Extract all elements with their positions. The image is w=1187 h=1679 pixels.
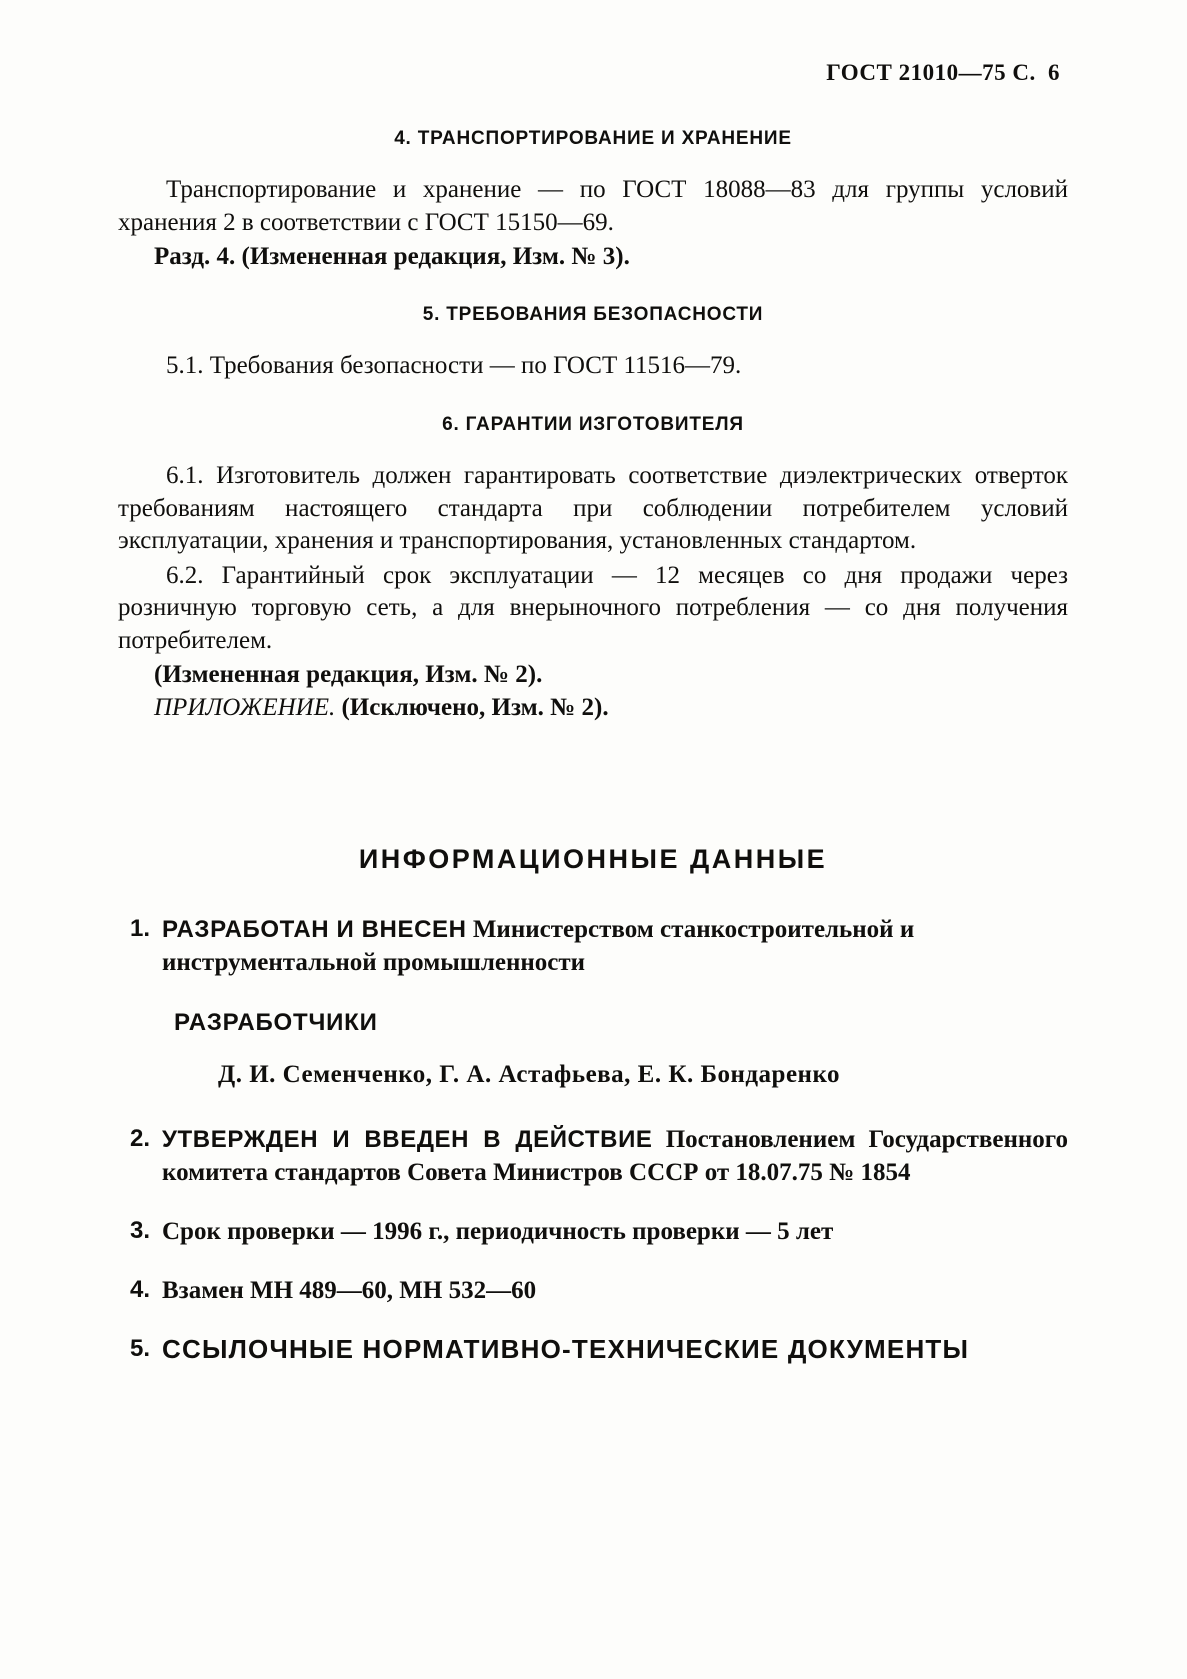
info-item-label: УТВЕРЖДЕН И ВВЕДЕН В ДЕЙСТВИЕ	[162, 1126, 653, 1153]
info-item-body	[162, 1274, 1068, 1307]
info-item-label: РАЗРАБОТАН И ВНЕСЕН	[162, 916, 467, 943]
section-heading-6: 6. ГАРАНТИИ ИЗГОТОВИТЕЛЯ	[442, 414, 744, 435]
spacer-large	[118, 724, 1068, 844]
spacer	[118, 274, 1068, 304]
info-item-number: 2.	[129, 1125, 150, 1152]
info-item-2	[118, 1123, 1068, 1189]
info-item-3	[118, 1215, 1068, 1248]
information-data-title: ИНФОРМАЦИОННЫЕ ДАННЫЕ	[358, 844, 828, 874]
info-item-body	[162, 1215, 1068, 1248]
info-item-number: 5.	[129, 1335, 150, 1362]
page-content	[118, 60, 1068, 1393]
info-item-number: 1.	[129, 915, 150, 942]
appendix-note	[118, 692, 1068, 725]
info-item-body	[162, 1123, 1068, 1189]
section-6-paragraph-1: 6.1. Изготовитель должен гарантировать соответствие диэлектрических отверток требованиям настоящего стандарта при соблюдении потребителем условий эксплуатации, хранения и транспортирования, установленных стандартом.	[118, 462, 1068, 554]
section-heading-5: 5. ТРЕБОВАНИЯ БЕЗОПАСНОСТИ	[422, 303, 764, 325]
section-5-paragraph: 5.1. Требования безопасности — по ГОСТ 11516—79.	[166, 351, 742, 379]
section-6-revision-note: (Измененная редакция, Изм. № 2).	[154, 661, 543, 688]
page-header	[118, 60, 1068, 86]
info-item-body	[162, 1333, 1068, 1367]
info-item-value: Взамен МН 489—60, МН 532—60	[162, 1277, 537, 1304]
info-item-number: 4.	[129, 1276, 150, 1303]
info-item-value: Министерством станкостроительной и инструментальной промышленности	[162, 916, 915, 976]
developers-list: Д. И. Семенченко, Г. А. Астафьева, Е. К. Бондаренко	[218, 1061, 841, 1088]
developers-heading: РАЗРАБОТЧИКИ	[174, 1009, 378, 1036]
info-item-number: 3.	[129, 1217, 150, 1244]
info-item-4	[118, 1274, 1068, 1307]
standard-designation: ГОСТ 21010—75 С.	[826, 60, 1036, 85]
info-item-body	[162, 913, 1068, 979]
section-heading-4: 4. ТРАНСПОРТИРОВАНИЕ И ХРАНЕНИЕ	[394, 128, 792, 149]
appendix-label: ПРИЛОЖЕНИЕ.	[154, 693, 336, 721]
appendix-status: (Исключено, Изм. № 2).	[341, 693, 609, 721]
spacer	[118, 384, 1068, 414]
info-item-value: Срок проверки — 1996 г., периодичность проверки — 5 лет	[162, 1218, 834, 1245]
info-item-5	[118, 1333, 1068, 1367]
section-4-paragraph: Транспортирование и хранение — по ГОСТ 18088—83 для группы условий хранения 2 в соответствии с ГОСТ 15150—69.	[118, 176, 1068, 236]
section-4-revision-note: Разд. 4. (Измененная редакция, Изм. № 3).	[154, 243, 630, 270]
info-item-value: Постановлением Государственного комитета стандартов Совета Министров СССР от 18.07.75 № 1854	[162, 1126, 1068, 1186]
page-number: 6	[1048, 60, 1060, 85]
info-item-label: ССЫЛОЧНЫЕ НОРМАТИВНО-ТЕХНИЧЕСКИЕ ДОКУМЕНТЫ	[162, 1334, 970, 1364]
info-item-1	[118, 913, 1068, 979]
section-6-paragraph-2: 6.2. Гарантийный срок эксплуатации — 12 месяцев со дня продажи через розничную торговую сеть, а для внерыночного потребления — со дня получения потребителем.	[118, 561, 1068, 654]
